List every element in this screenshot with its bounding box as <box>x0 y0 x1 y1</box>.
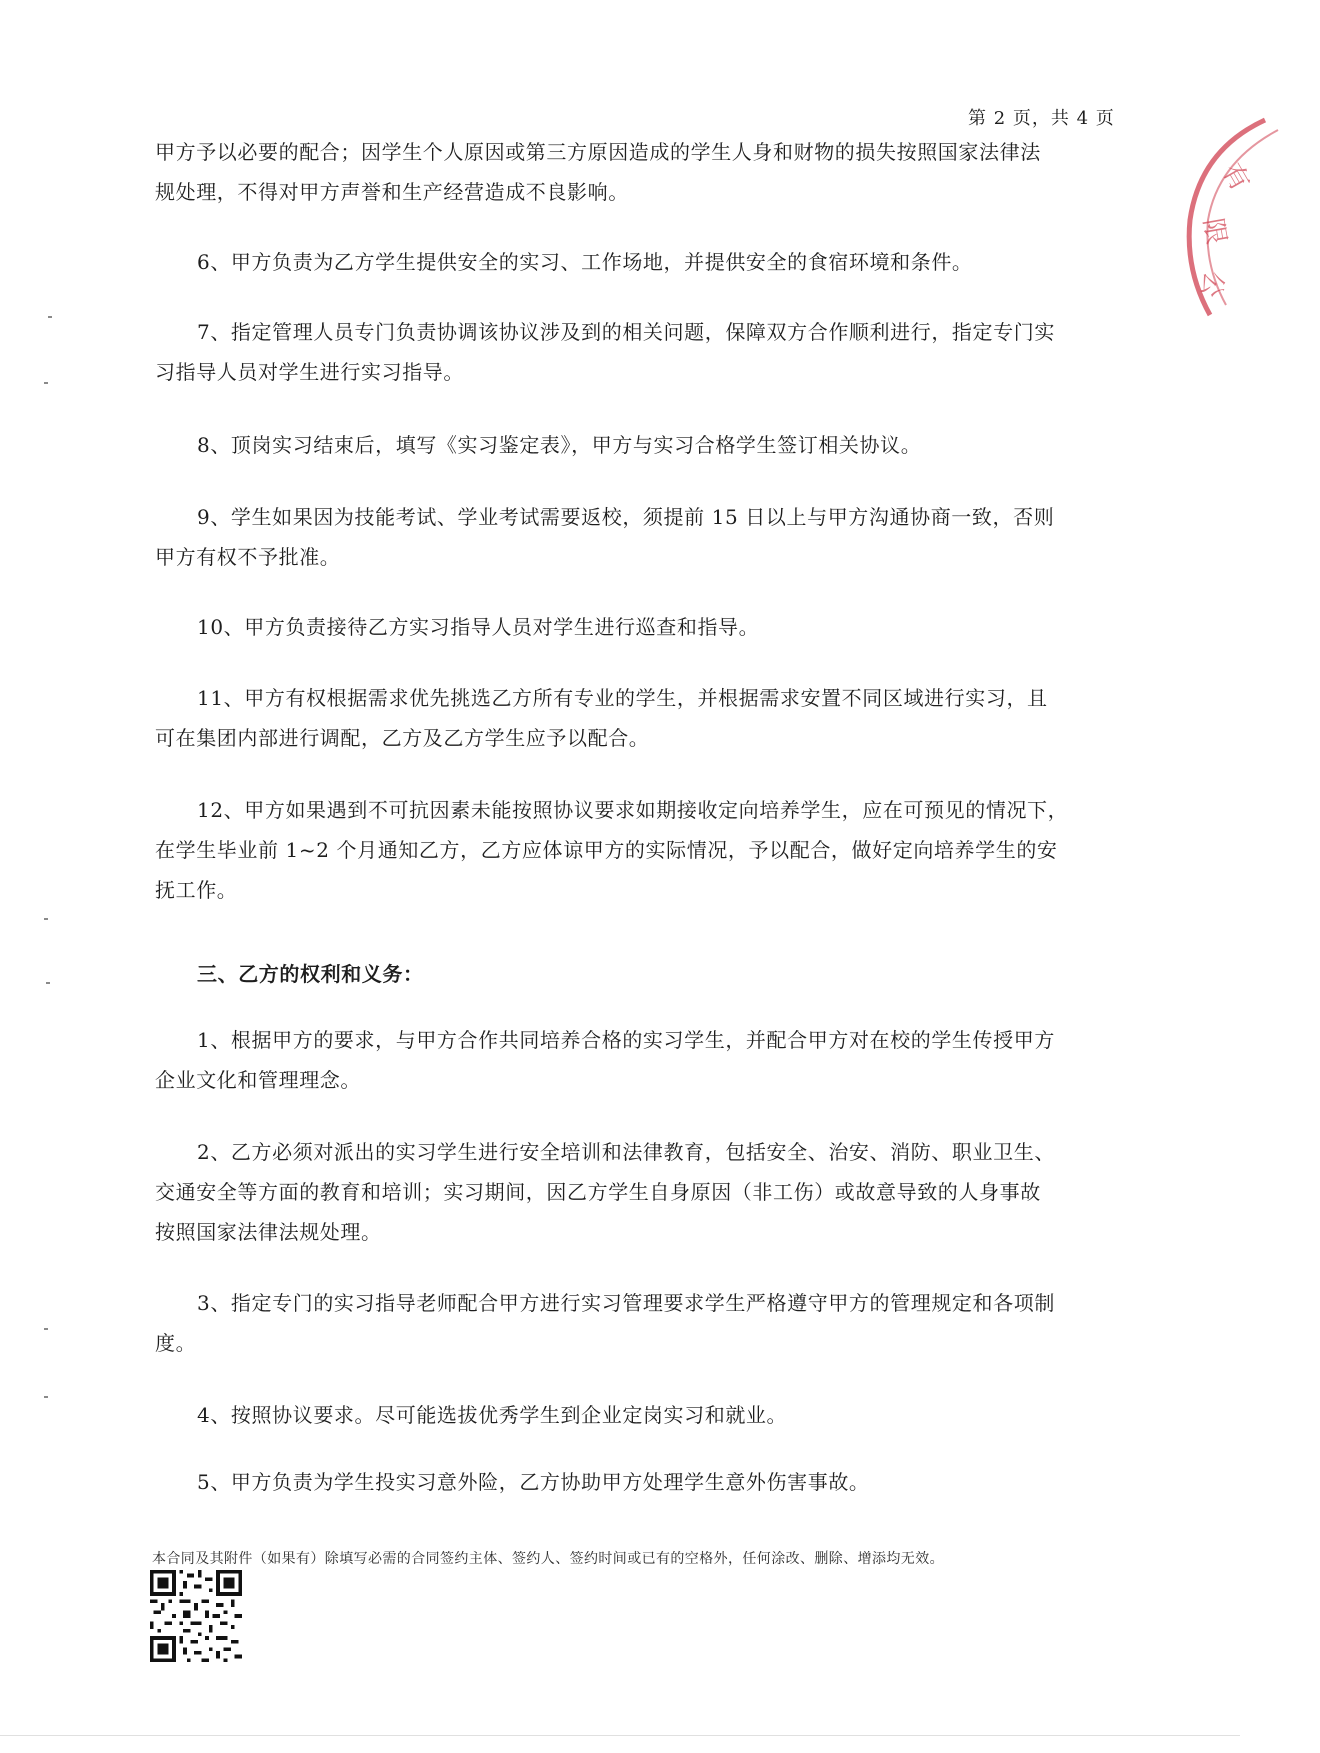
paragraph-9 <box>155 497 1115 577</box>
text-line: 习指导人员对学生进行实习指导。 <box>155 360 464 384</box>
footer-disclaimer: 本合同及其附件（如果有）除填写必需的合同签约主体、签约人、签约时间或已有的空格外，任何涂改、删除、增添均无效。 <box>152 1551 944 1567</box>
paragraph-7 <box>155 312 1115 392</box>
paragraph-8 <box>155 425 1115 465</box>
text-line: 企业文化和管理理念。 <box>155 1068 361 1092</box>
text-line: 甲方予以必要的配合；因学生个人原因或第三方原因造成的学生人身和财物的损失按照国家法律法 <box>155 140 1041 164</box>
text-line: 9、学生如果因为技能考试、学业考试需要返校，须提前 15 日以上与甲方沟通协商一致，否则 <box>197 505 1055 529</box>
text-line: 规处理，不得对甲方声誉和生产经营造成不良影响。 <box>155 180 629 204</box>
text-line: 3、指定专门的实习指导老师配合甲方进行实习管理要求学生严格遵守甲方的管理规定和各项制 <box>197 1291 1055 1315</box>
text-line: 2、乙方必须对派出的实习学生进行安全培训和法律教育，包括安全、治安、消防、职业卫生、 <box>197 1140 1055 1164</box>
scan-speck <box>46 982 50 984</box>
text-line: 4、按照协议要求。尽可能选拔优秀学生到企业定岗实习和就业。 <box>197 1403 788 1427</box>
section-heading: 三、乙方的权利和义务： <box>197 962 424 986</box>
text-line: 10、甲方负责接待乙方实习指导人员对学生进行巡查和指导。 <box>197 615 760 639</box>
text-line: 抚工作。 <box>155 878 238 902</box>
scan-speck <box>44 1396 48 1398</box>
svg-text:限: 限 <box>1197 216 1232 247</box>
company-seal <box>1160 100 1320 340</box>
text-line: 1、根据甲方的要求，与甲方合作共同培养合格的实习学生，并配合甲方对在校的学生传授甲方 <box>197 1028 1055 1052</box>
paragraph-6 <box>155 242 1115 282</box>
scan-speck <box>44 1328 48 1330</box>
text-line: 甲方有权不予批准。 <box>155 545 341 569</box>
text-line: 可在集团内部进行调配，乙方及乙方学生应予以配合。 <box>155 726 650 750</box>
scan-speck <box>44 382 48 384</box>
obligation-2 <box>155 1132 1115 1252</box>
text-line: 11、甲方有权根据需求优先挑选乙方所有专业的学生，并根据需求安置不同区域进行实习，且 <box>197 686 1048 710</box>
text-line: 度。 <box>155 1331 197 1355</box>
text-line: 在学生毕业前 1~2 个月通知乙方，乙方应体谅甲方的实际情况，予以配合，做好定向培养学生的安 <box>155 838 1058 862</box>
qr-code <box>150 1570 242 1662</box>
bottom-divider <box>0 1735 1240 1736</box>
page-number: 第 2 页，共 4 页 <box>968 108 1115 129</box>
paragraph-10 <box>155 607 1115 647</box>
text-line: 7、指定管理人员专门负责协调该协议涉及到的相关问题，保障双方合作顺利进行，指定专门实 <box>197 320 1055 344</box>
paragraph-5-continued <box>155 132 1115 212</box>
obligation-4 <box>155 1395 1115 1435</box>
text-line: 5、甲方负责为学生投实习意外险，乙方协助甲方处理学生意外伤害事故。 <box>197 1470 870 1494</box>
svg-text:有: 有 <box>1215 158 1255 197</box>
obligation-1 <box>155 1020 1115 1100</box>
obligation-5 <box>155 1462 1115 1502</box>
svg-text:公: 公 <box>1194 268 1229 300</box>
paragraph-12 <box>155 790 1115 910</box>
scan-speck <box>48 316 52 318</box>
text-line: 8、顶岗实习结束后，填写《实习鉴定表》，甲方与实习合格学生签订相关协议。 <box>197 433 922 457</box>
text-line: 12、甲方如果遇到不可抗因素未能按照协议要求如期接收定向培养学生，应在可预见的情况下， <box>197 798 1069 822</box>
obligation-3 <box>155 1283 1115 1363</box>
text-line: 按照国家法律法规处理。 <box>155 1220 382 1244</box>
scan-speck <box>44 918 48 920</box>
paragraph-11 <box>155 678 1115 758</box>
text-line: 交通安全等方面的教育和培训；实习期间，因乙方学生自身原因（非工伤）或故意导致的人身事故 <box>155 1180 1041 1204</box>
text-line: 6、甲方负责为乙方学生提供安全的实习、工作场地，并提供安全的食宿环境和条件。 <box>197 250 973 274</box>
